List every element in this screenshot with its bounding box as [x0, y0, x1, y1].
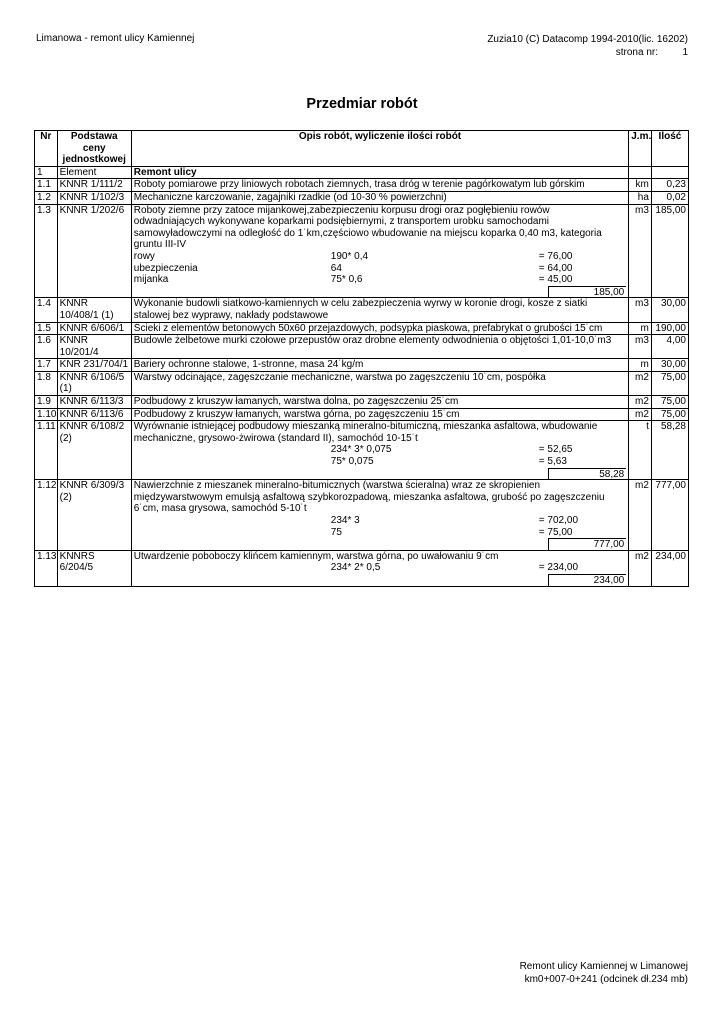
header-description: Opis robót, wyliczenie ilości robót [131, 131, 628, 167]
description-line: Podbudowy z kruszyw łamanych, warstwa dolna, po zagęszczeniu 25˙cm [133, 396, 459, 408]
row-quantity [651, 166, 688, 179]
description-line [134, 383, 626, 395]
row-base-code: KNNR 6/106/5 (1) [57, 371, 131, 395]
calc-name [134, 527, 331, 539]
row-number: 1 [35, 166, 58, 179]
footer-road-section: km0+007-0+241 (odcinek dł.234 mb) [524, 974, 688, 985]
row-number: 1.8 [35, 371, 58, 395]
calc-formula: 64 [330, 262, 342, 274]
row-unit: m2 [629, 408, 652, 421]
calculation-sum [134, 286, 626, 298]
row-base-code: KNNR 10/408/1 (1) [57, 298, 131, 322]
calculation-line [134, 515, 626, 527]
software-info: Zuzia10 (C) Datacomp 1994-2010(lic. 16202) [487, 34, 688, 45]
table-row [35, 550, 689, 586]
calc-formula: 234* 3* 0,075 [330, 444, 392, 456]
row-number: 1.2 [35, 191, 58, 204]
table-row [35, 408, 689, 421]
row-base-code: KNNRS 6/204/5 [57, 550, 131, 586]
calculation-line [134, 444, 626, 456]
description-line: Podbudowy z kruszyw łamanych, warstwa górna, po zagęszczeniu 15˙cm [133, 408, 460, 420]
calc-formula: 75* 0,6 [330, 274, 363, 286]
description-line: Roboty pomiarowe przy liniowych robotach ziemnych, trasa dróg w terenie pagórkowatym lub górskim [133, 179, 585, 191]
description-line: gruntu III-IV [133, 239, 187, 251]
row-description [131, 204, 628, 298]
row-base-code: Element [57, 166, 131, 179]
row-base-code: KNNR 6/108/2 (2) [57, 421, 131, 480]
row-base-code: KNNR 6/113/3 [57, 396, 131, 409]
row-quantity: 185,00 [651, 204, 688, 298]
description-line: międzywarstwowym emulsją asfaltową szybkorozpadową, mieszanka asfaltowa, grubość po zagęszczeniu [133, 491, 605, 503]
description-line: 6˙cm, masa grysowa, samochód 5-10˙t [133, 503, 307, 515]
row-quantity: 190,00 [651, 322, 688, 335]
row-number: 1.11 [35, 421, 58, 480]
description-line: Nawierzchnie z mieszanek mineralno-bitumicznych (warstwa ścieralna) wraz ze skropienien [133, 480, 541, 492]
row-quantity: 777,00 [651, 480, 688, 551]
table-row [35, 371, 689, 395]
row-number: 1.6 [35, 335, 58, 359]
calc-result: = 45,00 [538, 274, 573, 286]
row-number: 1.10 [35, 408, 58, 421]
sum-value: 777,00 [548, 538, 626, 550]
calc-name [134, 444, 331, 456]
description-line: Mechaniczne karczowanie, zagajniki rzadkie (od 10-30 % powierzchni) [133, 191, 447, 203]
table-row [35, 179, 689, 192]
row-base-code: KNR 231/704/1 [57, 359, 131, 372]
table-row [35, 191, 689, 204]
row-description [131, 371, 628, 395]
page-title: Przedmiar robót [306, 96, 418, 112]
calc-name [134, 515, 331, 527]
bill-of-quantities-table [34, 130, 689, 587]
sum-spacer [134, 286, 548, 298]
document-header-right [487, 33, 688, 59]
row-unit: t [629, 421, 652, 480]
row-base-code: KNNR 1/202/6 [57, 204, 131, 298]
calculation-sum [134, 468, 626, 480]
row-unit: m [629, 359, 652, 372]
page-number: 1 [682, 47, 688, 58]
calc-formula: 190* 0,4 [330, 250, 369, 262]
sum-spacer [134, 468, 548, 480]
calculation-line [134, 274, 626, 286]
calc-name [134, 562, 331, 574]
row-quantity: 234,00 [651, 550, 688, 586]
row-quantity: 4,00 [651, 335, 688, 359]
sum-spacer [134, 538, 548, 550]
row-number: 1.12 [35, 480, 58, 551]
header-nr: Nr [35, 131, 58, 167]
description-line: mechaniczne, grysowo-żwirowa (standard II), samochód 10-15˙t [133, 432, 418, 444]
row-number: 1.13 [35, 550, 58, 586]
row-number: 1.7 [35, 359, 58, 372]
calculation-sum [134, 574, 626, 586]
sum-value: 185,00 [548, 286, 626, 298]
description-line: Wyrównanie istniejącej podbudowy mieszanką mineralno-bitumiczną, mieszanka asfaltowa, wbudowanie [133, 421, 598, 433]
description-line: Ścieki z elementów betonowych 50x60 przejazdowych, podsypka piaskowa, prefabrykat o grubości 15˙cm [133, 322, 603, 334]
row-description [131, 179, 628, 192]
row-base-code: KNNR 1/111/2 [57, 179, 131, 192]
calc-result: = 76,00 [538, 250, 573, 262]
calc-formula: 234* 3 [330, 515, 360, 526]
row-description [131, 480, 628, 551]
row-description [131, 359, 628, 372]
description-line: Utwardzenie poboboczy klińcem kamiennym, warstwa górna, po uwałowaniu 9˙cm [133, 550, 499, 562]
calc-result: = 64,00 [538, 262, 573, 274]
document-header-left: Limanowa - remont ulicy Kamiennej [36, 33, 195, 44]
row-unit: m2 [629, 550, 652, 586]
row-quantity: 75,00 [651, 408, 688, 421]
row-unit: m3 [629, 298, 652, 322]
row-base-code: KNNR 6/113/6 [57, 408, 131, 421]
row-unit: m3 [629, 204, 652, 298]
row-description [131, 421, 628, 480]
row-quantity: 0,23 [651, 179, 688, 192]
table-row [35, 322, 689, 335]
row-number: 1.5 [35, 322, 58, 335]
calculation-line [134, 527, 626, 539]
calc-result: = 234,00 [538, 562, 579, 574]
row-unit: m3 [629, 335, 652, 359]
sum-spacer [134, 574, 548, 586]
calc-name: rowy [133, 250, 155, 262]
header-quantity: Ilość [651, 131, 688, 167]
row-number: 1.3 [35, 204, 58, 298]
description-line: Wykonanie budowli siatkowo-kamiennych w celu zabezpieczenia wyrwy w koronie drogi, kosze z siatki [133, 298, 588, 310]
description-line: Roboty ziemne przy zatoce mijankowej,zabezpieczeniu korpusu drogi oraz pogłębieniu rowów [133, 204, 550, 216]
table-row [35, 166, 689, 179]
row-unit: m2 [629, 480, 652, 551]
calc-name [134, 456, 331, 468]
table-row [35, 335, 689, 359]
row-base-code: KNNR 6/309/3 (2) [57, 480, 131, 551]
table-row [35, 480, 689, 551]
row-description [131, 550, 628, 586]
row-description [131, 298, 628, 322]
row-description [131, 191, 628, 204]
page-indicator [487, 46, 688, 59]
description-line: Budowle żelbetowe murki czołowe przepustów oraz drobne elementy odwodnienia o objętości 1,01-10,0˙m3 [133, 335, 612, 347]
calculation-line [134, 456, 626, 468]
row-number: 1.9 [35, 396, 58, 409]
calc-result: = 5,63 [538, 456, 567, 468]
table-row [35, 359, 689, 372]
row-unit: m [629, 322, 652, 335]
description-line: Remont ulicy [133, 166, 197, 178]
table-header-row [35, 131, 689, 167]
row-quantity: 58,28 [651, 421, 688, 480]
row-description [131, 396, 628, 409]
row-unit: m2 [629, 371, 652, 395]
description-line: Bariery ochronne stalowe, 1-stronne, masa 24˙kg/m [133, 359, 364, 371]
table-row [35, 421, 689, 480]
row-unit: m2 [629, 396, 652, 409]
row-unit [629, 166, 652, 179]
row-quantity: 75,00 [651, 396, 688, 409]
calc-result: = 75,00 [538, 526, 573, 538]
row-base-code: KNNR 1/102/3 [57, 191, 131, 204]
footer-project-name: Remont ulicy Kamiennej w Limanowej [519, 961, 688, 972]
calculation-line [134, 562, 626, 574]
row-description [131, 408, 628, 421]
table-body [35, 166, 689, 586]
calc-name: ubezpieczenia [133, 262, 198, 274]
sum-value: 58,28 [548, 468, 626, 480]
row-quantity: 30,00 [651, 298, 688, 322]
calculation-line [134, 251, 626, 263]
row-quantity: 30,00 [651, 359, 688, 372]
description-line: odwadniających wykonywane koparkami podsiębiernymi, z transportem urobku samochodami [133, 216, 549, 228]
table-row [35, 396, 689, 409]
row-quantity: 75,00 [651, 371, 688, 395]
sum-value: 234,00 [548, 574, 626, 586]
calculation-sum [134, 538, 626, 550]
row-number: 1.1 [35, 179, 58, 192]
table-row [35, 298, 689, 322]
calc-formula: 75* 0,075 [330, 456, 374, 468]
row-number: 1.4 [35, 298, 58, 322]
description-line: Warstwy odcinające, zagęszczanie mechaniczne, warstwa po zagęszczeniu 10˙cm, pospółka [133, 371, 546, 383]
description-line: samowyładowczymi na odległość do 1˙km,częściowo wbudowanie na miejscu koparka 0,40 m3, kategoria [133, 227, 602, 239]
document-footer [520, 960, 688, 986]
row-base-code: KNNR 6/606/1 [57, 322, 131, 335]
header-unit: J.m. [629, 131, 652, 167]
row-unit: ha [629, 191, 652, 204]
row-base-code: KNNR 10/201/4 [57, 335, 131, 359]
calc-result: = 52,65 [538, 444, 573, 456]
calc-formula: 234* 2* 0,5 [330, 562, 381, 574]
table-row [35, 204, 689, 298]
header-base: Podstawa ceny jednostkowej [57, 131, 131, 167]
calc-formula: 75 [330, 526, 342, 538]
calc-result: = 702,00 [538, 515, 579, 526]
calc-name: mijanka [133, 274, 169, 286]
row-description [131, 322, 628, 335]
row-quantity: 0,02 [651, 191, 688, 204]
row-description [131, 335, 628, 359]
page-label: strona nr: [615, 47, 658, 58]
description-line: stalowej bez wyprawy, nakłady podstawowe [133, 309, 329, 321]
calculation-line [134, 263, 626, 275]
row-description [131, 166, 628, 179]
row-unit: km [629, 179, 652, 192]
